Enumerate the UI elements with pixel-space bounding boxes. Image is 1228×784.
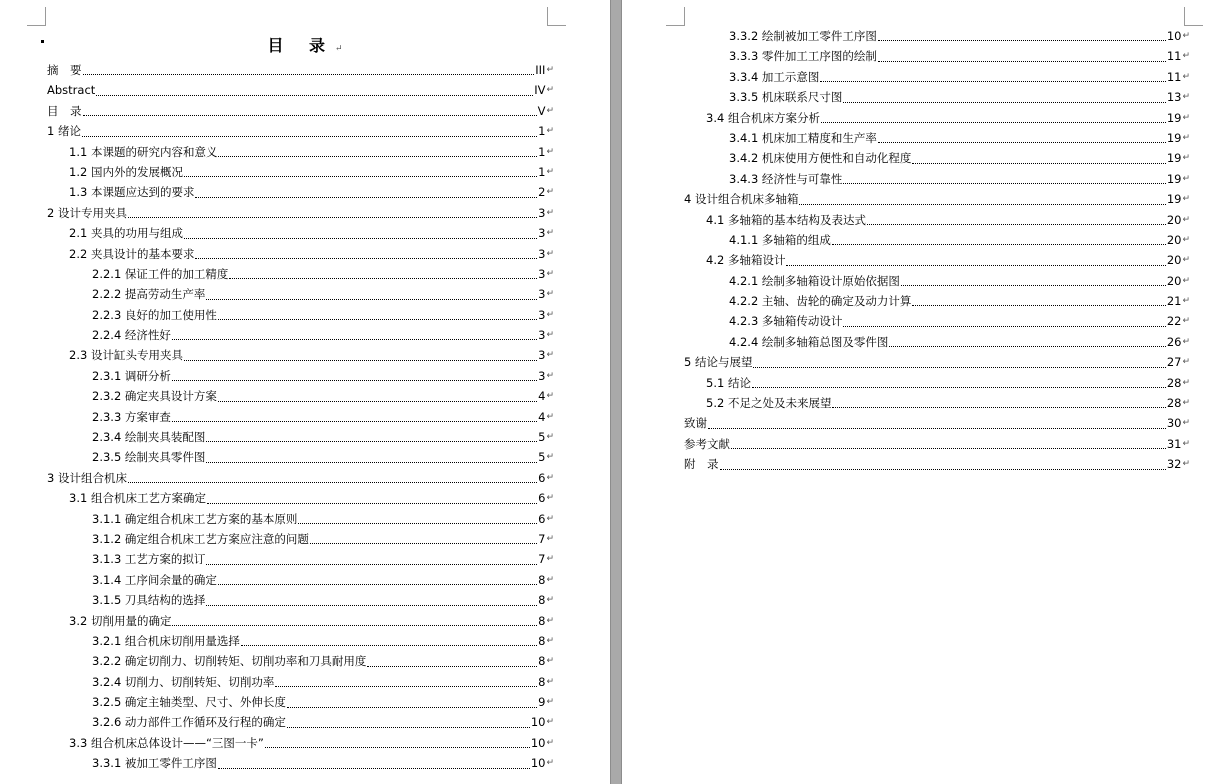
dot-leader bbox=[878, 142, 1166, 143]
dot-leader bbox=[229, 278, 537, 279]
toc-page-number: 8 bbox=[538, 674, 546, 689]
toc-entry-text: 2.2.1 保证工件的加工精度 bbox=[92, 266, 229, 281]
dot-leader bbox=[172, 625, 537, 626]
toc-page-number: 3 bbox=[538, 226, 546, 241]
toc-entry-text: 4.2.3 多轴箱传动设计 bbox=[729, 314, 843, 329]
paragraph-mark: ↵ bbox=[546, 574, 554, 585]
toc-entry-text: 3.1.3 工艺方案的拟订 bbox=[92, 552, 206, 567]
dot-leader bbox=[218, 156, 537, 157]
toc-entry[interactable] bbox=[47, 733, 554, 753]
toc-entry-text: 3.3.2 绘制被加工零件工序图 bbox=[729, 28, 877, 43]
toc-entry[interactable] bbox=[684, 148, 1190, 168]
dot-leader bbox=[218, 584, 537, 585]
toc-page-number: 13 bbox=[1166, 90, 1182, 105]
dot-leader bbox=[184, 238, 537, 239]
paragraph-mark: ↵ bbox=[546, 207, 554, 218]
toc-entry-text: 3.2.5 确定主轴类型、尺寸、外伸长度 bbox=[92, 695, 286, 710]
toc-entry[interactable] bbox=[47, 631, 554, 651]
toc-entry[interactable] bbox=[47, 427, 554, 447]
dot-leader bbox=[820, 81, 1165, 82]
toc-entry-text: 3.1.5 刀具结构的选择 bbox=[92, 593, 206, 608]
toc-title-text: 目 录 bbox=[267, 36, 336, 55]
toc-page-number: 1 bbox=[538, 144, 546, 159]
toc-entry-text: 摘 要 bbox=[47, 62, 82, 77]
dot-leader bbox=[753, 367, 1165, 368]
toc-entry[interactable] bbox=[47, 407, 554, 427]
paragraph-mark: ↵ bbox=[546, 289, 554, 300]
toc-entry[interactable] bbox=[684, 128, 1190, 148]
toc-entry[interactable] bbox=[47, 345, 554, 365]
toc-entry-text: 4.2.2 主轴、齿轮的确定及动力计算 bbox=[729, 294, 912, 309]
toc-entry[interactable] bbox=[47, 121, 554, 141]
dot-leader bbox=[172, 421, 537, 422]
paragraph-mark: ↵ bbox=[1182, 255, 1190, 266]
toc-entry-text: 4.1 多轴箱的基本结构及表达式 bbox=[706, 212, 866, 227]
toc-entry[interactable] bbox=[47, 162, 554, 182]
toc-entry[interactable] bbox=[47, 509, 554, 529]
dot-leader bbox=[83, 115, 537, 116]
toc-entry-text: 3 设计组合机床 bbox=[47, 470, 127, 485]
toc-entry-text: 1.3 本课题应达到的要求 bbox=[69, 185, 195, 200]
page-corner-mark bbox=[27, 7, 46, 26]
toc-page-number: 1 bbox=[538, 164, 546, 179]
toc-page-number: 6 bbox=[538, 491, 546, 506]
toc-entry[interactable] bbox=[47, 468, 554, 488]
toc-entry-text: 目 录 bbox=[47, 103, 82, 118]
toc-entry[interactable] bbox=[684, 189, 1190, 209]
toc-page-number: 28 bbox=[1166, 375, 1182, 390]
toc-entry[interactable] bbox=[684, 250, 1190, 270]
toc-page-number: 30 bbox=[1166, 416, 1182, 431]
toc-entry[interactable] bbox=[47, 672, 554, 692]
toc-entry-text: 1.2 国内外的发展概况 bbox=[69, 164, 183, 179]
dot-leader bbox=[832, 244, 1166, 245]
dot-leader bbox=[867, 224, 1166, 225]
dot-leader bbox=[128, 482, 537, 483]
toc-entry[interactable] bbox=[684, 108, 1190, 128]
dot-leader bbox=[206, 564, 537, 565]
toc-page-number: 10 bbox=[530, 735, 546, 750]
toc-page-number: 3 bbox=[538, 287, 546, 302]
paragraph-mark: ↵ bbox=[1182, 377, 1190, 388]
paragraph-mark: ↵ bbox=[1182, 173, 1190, 184]
toc-entry[interactable] bbox=[47, 305, 554, 325]
paragraph-mark: ↵ bbox=[1182, 92, 1190, 103]
toc-entry-text: 2.2.2 提高劳动生产率 bbox=[92, 287, 206, 302]
paragraph-mark: ↵ bbox=[546, 697, 554, 708]
paragraph-mark: ↵ bbox=[546, 350, 554, 361]
paragraph-mark: ↵ bbox=[546, 166, 554, 177]
toc-entry[interactable] bbox=[684, 210, 1190, 230]
paragraph-mark: ↵ bbox=[546, 309, 554, 320]
toc-entry[interactable] bbox=[47, 386, 554, 406]
toc-entry[interactable] bbox=[47, 692, 554, 712]
dot-leader bbox=[310, 543, 537, 544]
toc-entry[interactable] bbox=[47, 244, 554, 264]
toc-page-number: 5 bbox=[538, 450, 546, 465]
toc-entry-text: 3.1.1 确定组合机床工艺方案的基本原则 bbox=[92, 511, 298, 526]
toc-entry[interactable] bbox=[47, 447, 554, 467]
toc-page-number: 8 bbox=[538, 593, 546, 608]
paragraph-mark: ↵ bbox=[546, 676, 554, 687]
toc-entry[interactable] bbox=[47, 264, 554, 284]
toc-entry[interactable] bbox=[684, 46, 1190, 66]
paragraph-mark: ↵ bbox=[546, 493, 554, 504]
toc-page-number: 6 bbox=[538, 470, 546, 485]
toc-entry[interactable] bbox=[684, 434, 1190, 454]
toc-list-right bbox=[684, 26, 1190, 475]
page-separator bbox=[610, 0, 622, 784]
dot-leader bbox=[218, 319, 537, 320]
toc-entry-text: 1 绪论 bbox=[47, 124, 81, 139]
toc-page-number: 20 bbox=[1166, 273, 1182, 288]
dot-leader bbox=[843, 183, 1165, 184]
paragraph-mark: ↵ bbox=[1182, 336, 1190, 347]
toc-page-number: 3 bbox=[538, 307, 546, 322]
paragraph-mark: ↵ bbox=[546, 656, 554, 667]
toc-page-number: 8 bbox=[538, 572, 546, 587]
toc-entry[interactable] bbox=[684, 26, 1190, 46]
paragraph-mark: ↵ bbox=[546, 533, 554, 544]
toc-page-number: 3 bbox=[538, 328, 546, 343]
toc-entry[interactable] bbox=[47, 284, 554, 304]
toc-page-number: 3 bbox=[538, 246, 546, 261]
paragraph-mark: ↵ bbox=[1182, 234, 1190, 245]
toc-entry-text: 3.3.1 被加工零件工序图 bbox=[92, 756, 217, 771]
toc-entry[interactable] bbox=[47, 529, 554, 549]
toc-page-number: 3 bbox=[538, 266, 546, 281]
toc-entry-text: 4 设计组合机床多轴箱 bbox=[684, 192, 799, 207]
dot-leader bbox=[172, 339, 537, 340]
paragraph-mark: ↵ bbox=[1182, 132, 1190, 143]
toc-entry[interactable] bbox=[684, 393, 1190, 413]
dot-leader bbox=[731, 448, 1166, 449]
toc-page-number: 3 bbox=[538, 348, 546, 363]
toc-entry[interactable] bbox=[47, 488, 554, 508]
toc-entry[interactable] bbox=[47, 713, 554, 733]
dot-leader bbox=[832, 407, 1165, 408]
dot-leader bbox=[83, 74, 535, 75]
toc-page-number: 1 bbox=[538, 124, 546, 139]
toc-page-number: 3 bbox=[538, 205, 546, 220]
dot-leader bbox=[275, 686, 537, 687]
dot-leader bbox=[128, 217, 537, 218]
paragraph-mark: ↵ bbox=[546, 635, 554, 646]
toc-entry[interactable] bbox=[47, 570, 554, 590]
paragraph-mark: ↵ bbox=[1182, 71, 1190, 82]
toc-entry-text: 附 录 bbox=[684, 457, 719, 472]
paragraph-mark: ↵ bbox=[546, 554, 554, 565]
toc-entry[interactable] bbox=[47, 590, 554, 610]
toc-entry[interactable] bbox=[684, 311, 1190, 331]
toc-entry[interactable] bbox=[47, 223, 554, 243]
toc-entry-text: 2.3.2 确定夹具设计方案 bbox=[92, 389, 217, 404]
toc-entry-text: 3.1.2 确定组合机床工艺方案应注意的问题 bbox=[92, 531, 309, 546]
page-corner-mark bbox=[547, 7, 566, 26]
toc-entry-text: 3.2 切削用量的确定 bbox=[69, 613, 172, 628]
paragraph-mark: ↵ bbox=[546, 737, 554, 748]
dot-leader bbox=[367, 666, 537, 667]
toc-entry-text: 3.4 组合机床方案分析 bbox=[706, 110, 820, 125]
dot-leader bbox=[195, 197, 537, 198]
dot-leader bbox=[878, 40, 1166, 41]
toc-entry-text: 3.1 组合机床工艺方案确定 bbox=[69, 491, 206, 506]
toc-entry-text: 1.1 本课题的研究内容和意义 bbox=[69, 144, 218, 159]
paragraph-mark: ↵ bbox=[546, 187, 554, 198]
toc-entry[interactable] bbox=[684, 373, 1190, 393]
toc-entry-text: 2.3.1 调研分析 bbox=[92, 368, 171, 383]
toc-entry-text: 5 结论与展望 bbox=[684, 355, 753, 370]
toc-entry-text: 2.1 夹具的功用与组成 bbox=[69, 226, 183, 241]
toc-entry-text: 2.3 设计缸头专用夹具 bbox=[69, 348, 183, 363]
toc-entry-text: 4.2.4 绘制多轴箱总图及零件图 bbox=[729, 334, 889, 349]
toc-page-number: 21 bbox=[1166, 294, 1182, 309]
dot-leader bbox=[821, 122, 1166, 123]
paragraph-mark: ↵ bbox=[1182, 398, 1190, 409]
toc-page-number: 11 bbox=[1166, 69, 1182, 84]
toc-page-number: 8 bbox=[538, 654, 546, 669]
dot-leader bbox=[82, 136, 537, 137]
paragraph-mark: ↵ bbox=[546, 758, 554, 769]
toc-entry[interactable] bbox=[47, 142, 554, 162]
dot-leader bbox=[287, 727, 530, 728]
toc-entry[interactable] bbox=[684, 271, 1190, 291]
paragraph-mark: ↵ bbox=[546, 513, 554, 524]
toc-page-number: 32 bbox=[1166, 457, 1182, 472]
paragraph-mark: ↵ bbox=[546, 370, 554, 381]
toc-entry[interactable] bbox=[47, 549, 554, 569]
toc-entry-text: 致谢 bbox=[684, 416, 707, 431]
toc-entry-text: 3.2.4 切削力、切削转矩、切削功率 bbox=[92, 674, 275, 689]
paragraph-mark: ↵ bbox=[1182, 153, 1190, 164]
toc-page-number: 28 bbox=[1166, 396, 1182, 411]
paragraph-mark: ↵ bbox=[1182, 357, 1190, 368]
paragraph-mark: ↵ bbox=[546, 248, 554, 259]
paragraph-mark: ↵ bbox=[546, 432, 554, 443]
dot-leader bbox=[901, 285, 1166, 286]
page-corner-mark bbox=[666, 7, 685, 26]
dot-leader bbox=[708, 428, 1166, 429]
toc-page-number: 4 bbox=[538, 389, 546, 404]
toc-page-number: 20 bbox=[1166, 212, 1182, 227]
toc-page-number: 11 bbox=[1166, 49, 1182, 64]
paragraph-mark: ↵ bbox=[546, 595, 554, 606]
toc-entry-text: 3.2.1 组合机床切削用量选择 bbox=[92, 633, 240, 648]
toc-page-number: V bbox=[537, 103, 546, 118]
paragraph-mark: ↵ bbox=[546, 228, 554, 239]
dot-leader bbox=[218, 401, 537, 402]
toc-page-number: 27 bbox=[1166, 355, 1182, 370]
dot-leader bbox=[184, 360, 537, 361]
toc-page-number: 10 bbox=[1166, 28, 1182, 43]
paragraph-mark: ↵ bbox=[1182, 51, 1190, 62]
toc-page-number: 10 bbox=[530, 756, 546, 771]
toc-entry-text: 2.3.3 方案审查 bbox=[92, 409, 171, 424]
paragraph-mark: ↵ bbox=[1182, 316, 1190, 327]
paragraph-mark: ↵ bbox=[1182, 112, 1190, 123]
dot-leader bbox=[287, 707, 537, 708]
page-corner-mark bbox=[1184, 7, 1203, 26]
toc-page-number: 5 bbox=[538, 430, 546, 445]
dot-leader bbox=[799, 204, 1165, 205]
toc-page-number: 8 bbox=[538, 613, 546, 628]
dot-leader bbox=[96, 95, 533, 96]
toc-entry-text: 5.1 结论 bbox=[706, 375, 751, 390]
toc-page-number: III bbox=[535, 62, 546, 77]
dot-leader bbox=[720, 469, 1166, 470]
toc-entry[interactable] bbox=[47, 753, 554, 773]
toc-entry-text: 3.2.6 动力部件工作循环及行程的确定 bbox=[92, 715, 286, 730]
toc-entry-text: 2.3.5 绘制夹具零件图 bbox=[92, 450, 206, 465]
dot-leader bbox=[206, 299, 537, 300]
toc-page-number: IV bbox=[534, 83, 546, 98]
toc-entry[interactable] bbox=[47, 611, 554, 631]
toc-page-number: 26 bbox=[1166, 334, 1182, 349]
paragraph-mark: ↵ bbox=[546, 330, 554, 341]
toc-entry[interactable] bbox=[684, 332, 1190, 352]
toc-page-number: 20 bbox=[1166, 253, 1182, 268]
dot-leader bbox=[298, 523, 537, 524]
dot-leader bbox=[786, 265, 1165, 266]
toc-entry[interactable] bbox=[47, 651, 554, 671]
toc-entry-text: 4.2 多轴箱设计 bbox=[706, 253, 786, 268]
toc-entry[interactable] bbox=[684, 169, 1190, 189]
toc-page-number: 19 bbox=[1166, 171, 1182, 186]
toc-entry[interactable] bbox=[47, 101, 554, 121]
paragraph-mark: ↵ bbox=[546, 411, 554, 422]
toc-page-number: 9 bbox=[538, 695, 546, 710]
dot-leader bbox=[172, 380, 537, 381]
toc-entry-text: 4.2.1 绘制多轴箱设计原始依据图 bbox=[729, 273, 900, 288]
dot-leader bbox=[241, 645, 537, 646]
toc-page-number: 4 bbox=[538, 409, 546, 424]
paragraph-mark: ↵ bbox=[1182, 459, 1190, 470]
toc-page-number: 7 bbox=[538, 531, 546, 546]
toc-page-number: 2 bbox=[538, 185, 546, 200]
toc-entry[interactable] bbox=[684, 291, 1190, 311]
toc-list-left bbox=[47, 60, 554, 774]
paragraph-mark: ↵ bbox=[335, 44, 343, 54]
dot-leader bbox=[184, 176, 537, 177]
toc-entry[interactable] bbox=[684, 67, 1190, 87]
dot-leader bbox=[207, 503, 537, 504]
paragraph-mark: ↵ bbox=[546, 146, 554, 157]
dot-leader bbox=[265, 747, 530, 748]
paragraph-mark: ↵ bbox=[546, 472, 554, 483]
toc-page-number: 22 bbox=[1166, 314, 1182, 329]
toc-entry-text: 参考文献 bbox=[684, 436, 730, 451]
toc-entry-text: 3.3.3 零件加工工序图的绘制 bbox=[729, 49, 877, 64]
paragraph-mark: ↵ bbox=[1182, 418, 1190, 429]
paragraph-mark: ↵ bbox=[1182, 296, 1190, 307]
toc-entry-text: 2.2.4 经济性好 bbox=[92, 328, 171, 343]
toc-entry[interactable] bbox=[47, 182, 554, 202]
dot-leader bbox=[843, 326, 1165, 327]
dot-leader bbox=[889, 346, 1165, 347]
toc-page-number: 6 bbox=[538, 511, 546, 526]
toc-entry-text: Abstract bbox=[47, 83, 96, 98]
paragraph-mark: ↵ bbox=[546, 615, 554, 626]
dot-leader bbox=[843, 102, 1165, 103]
toc-entry-text: 3.3.4 加工示意图 bbox=[729, 69, 820, 84]
toc-entry-text: 3.3.5 机床联系尺寸图 bbox=[729, 90, 843, 105]
paragraph-mark: ↵ bbox=[546, 85, 554, 96]
toc-entry[interactable] bbox=[47, 366, 554, 386]
document-page-left bbox=[0, 0, 610, 784]
dot-leader bbox=[206, 462, 537, 463]
toc-entry[interactable] bbox=[684, 454, 1190, 474]
toc-entry[interactable] bbox=[684, 87, 1190, 107]
toc-page-number: 3 bbox=[538, 368, 546, 383]
paragraph-mark: ↵ bbox=[546, 452, 554, 463]
toc-entry[interactable] bbox=[47, 325, 554, 345]
toc-entry[interactable] bbox=[47, 60, 554, 80]
toc-page-number: 20 bbox=[1166, 232, 1182, 247]
dot-leader bbox=[206, 605, 537, 606]
dot-leader bbox=[218, 768, 530, 769]
toc-entry-text: 2 设计专用夹具 bbox=[47, 205, 127, 220]
paragraph-mark: ↵ bbox=[546, 105, 554, 116]
toc-entry-text: 3.1.4 工序间余量的确定 bbox=[92, 572, 217, 587]
toc-entry-text: 2.3.4 绘制夹具装配图 bbox=[92, 430, 206, 445]
toc-entry-text: 3.3 组合机床总体设计——“三图一卡” bbox=[69, 735, 264, 750]
toc-page-number: 31 bbox=[1166, 436, 1182, 451]
paragraph-mark: ↵ bbox=[546, 126, 554, 137]
toc-entry-text: 4.1.1 多轴箱的组成 bbox=[729, 232, 831, 247]
paragraph-mark: ↵ bbox=[1182, 275, 1190, 286]
toc-entry-text: 3.4.3 经济性与可靠性 bbox=[729, 171, 843, 186]
toc-page-number: 19 bbox=[1166, 192, 1182, 207]
toc-entry-text: 2.2 夹具设计的基本要求 bbox=[69, 246, 195, 261]
paragraph-mark: ↵ bbox=[1182, 214, 1190, 225]
paragraph-mark: ↵ bbox=[1182, 438, 1190, 449]
paragraph-mark: ↵ bbox=[546, 717, 554, 728]
toc-page-number: 10 bbox=[530, 715, 546, 730]
paragraph-mark: ↵ bbox=[1182, 194, 1190, 205]
toc-entry-text: 2.2.3 良好的加工使用性 bbox=[92, 307, 217, 322]
toc-entry[interactable] bbox=[684, 413, 1190, 433]
dot-leader bbox=[752, 387, 1166, 388]
toc-entry-text: 5.2 不足之处及未来展望 bbox=[706, 396, 832, 411]
toc-entry[interactable] bbox=[47, 80, 554, 100]
paragraph-mark: ↵ bbox=[546, 391, 554, 402]
toc-entry[interactable] bbox=[684, 230, 1190, 250]
toc-page-number: 19 bbox=[1166, 110, 1182, 125]
paragraph-mark: ↵ bbox=[546, 64, 554, 75]
dot-leader bbox=[195, 258, 537, 259]
toc-page-number: 19 bbox=[1166, 130, 1182, 145]
toc-page-number: 8 bbox=[538, 633, 546, 648]
toc-entry-text: 3.2.2 确定切削力、切削转矩、切削功率和刀具耐用度 bbox=[92, 654, 367, 669]
toc-entry-text: 3.4.1 机床加工精度和生产率 bbox=[729, 130, 877, 145]
toc-page-number: 7 bbox=[538, 552, 546, 567]
dot-leader bbox=[206, 441, 537, 442]
paragraph-mark: ↵ bbox=[1182, 30, 1190, 41]
dot-leader bbox=[912, 163, 1165, 164]
toc-title[interactable] bbox=[0, 33, 610, 56]
toc-page-number: 19 bbox=[1166, 151, 1182, 166]
dot-leader bbox=[912, 305, 1165, 306]
toc-entry[interactable] bbox=[47, 203, 554, 223]
paragraph-mark: ↵ bbox=[546, 268, 554, 279]
dot-leader bbox=[878, 61, 1166, 62]
toc-entry[interactable] bbox=[684, 352, 1190, 372]
toc-entry-text: 3.4.2 机床使用方便性和自动化程度 bbox=[729, 151, 912, 166]
